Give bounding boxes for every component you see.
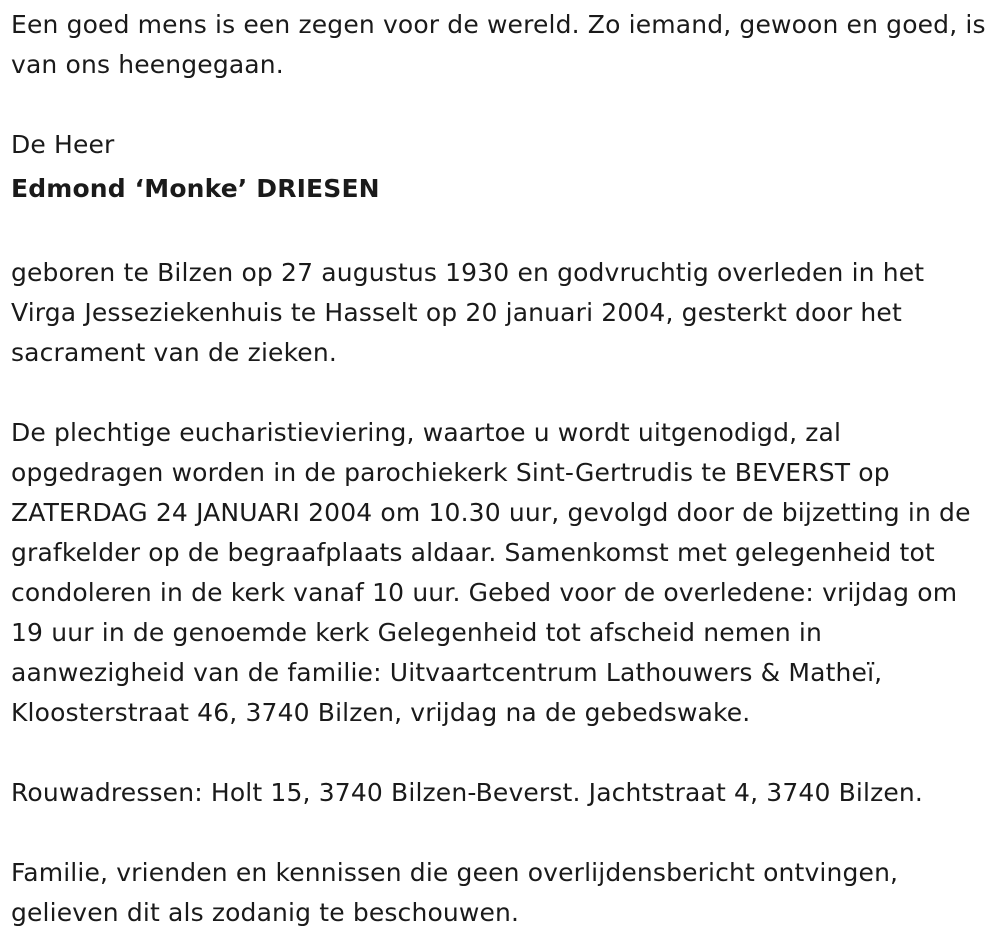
- spacer: [11, 85, 991, 125]
- spacer: [11, 733, 991, 773]
- spacer: [11, 813, 991, 853]
- intro-text: Een goed mens is een zegen voor de wereld. Zo iemand, gewoon en goed, is van ons heengegaan.: [11, 10, 986, 79]
- salutation: De Heer: [11, 130, 115, 159]
- birth-death-text: geboren te Bilzen op 27 augustus 1930 en godvruchtig overleden in het Virga Jesseziekenhuis te Hasselt op 20 januari 2004, gesterkt door het sacrament van de zieken.: [11, 258, 925, 367]
- addresses-text: Rouwadressen: Holt 15, 3740 Bilzen-Beverst. Jachtstraat 4, 3740 Bilzen.: [11, 778, 924, 807]
- spacer: [11, 373, 991, 413]
- deceased-name: Edmond ‘Monke’ DRIESEN: [11, 174, 380, 203]
- ceremony-text: De plechtige eucharistieviering, waartoe u wordt uitgenodigd, zal opgedragen worden in de parochiekerk Sint-Gertrudis te BEVERST op ZATERDAG 24 JANUARI 2004 om 10.30 uur, gevolgd door de bijzetting in de grafkelder op de begraafplaats aldaar. Samenkomst met gelegenheid tot condoleren in de kerk vanaf 10 uur. Gebed voor de overledene: vrijdag om 19 uur in de genoemde kerk Gelegenheid tot afscheid nemen in aanwezigheid van de familie: Uitvaartcentrum Lathouwers & Matheï, Kloosterstraat 46, 3740 Bilzen, vrijdag na de gebedswake.: [11, 418, 971, 727]
- spacer: [11, 213, 991, 253]
- obituary-notice: [11, 5, 991, 933]
- closing-text: Familie, vrienden en kennissen die geen overlijdensbericht ontvingen, gelieven dit als zodanig te beschouwen.: [11, 858, 899, 927]
